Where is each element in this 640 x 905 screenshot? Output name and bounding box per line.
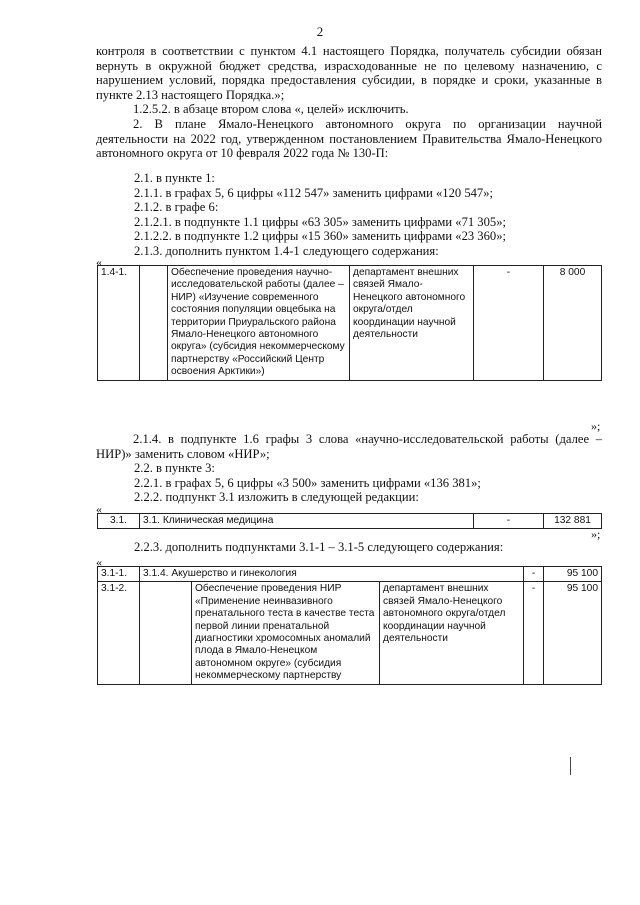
line-2-1-1: 2.1.1. в графах 5, 6 цифры «112 547» заменить цифрами «120 547»; — [134, 185, 494, 200]
paragraph-continuation: контроля в соответствии с пунктом 4.1 настоящего Порядка, получатель субсидии обязан вернуть в окружной бюджет средства, израсходованные не по целевому назначению, с нарушением условий, порядка предоставления субсидии, в порядке и сроки, указанные в пункте 2.13 настоящего Порядка.»; — [96, 44, 602, 102]
row-number: 3.1. — [98, 514, 140, 529]
row-executor: департамент внешних связей Ямало-Ненецкого автономного округа/отдел координации научной деятельности — [380, 582, 524, 684]
paragraph-2: 2. В плане Ямало-Ненецкого автономного округа по организации научной деятельности на 2022 год, утвержденном постановлением Правительства Ямало-Ненецкого автономного округа от 10 февраля 2022 года № 130-П: — [96, 116, 602, 161]
row-number: 3.1-1. — [98, 567, 140, 582]
line-2-1-2-1: 2.1.2.1. в подпункте 1.1 цифры «63 305» заменить цифрами «71 305»; — [134, 214, 506, 229]
row-dash: - — [474, 266, 544, 381]
line-2-1-2: 2.1.2. в графе 6: — [134, 200, 219, 214]
empty-cell — [140, 582, 192, 684]
line-2-1: 2.1. в пункте 1: — [134, 171, 215, 185]
row-amount: 95 100 — [544, 567, 602, 582]
row-description: Обеспечение проведения научно-исследовательской работы (далее – НИР) «Изучение современного состояния популяции овцебыка на территории Приуральского района Ямало-Ненецкого автономного округа» (субсидия некоммерческому партнерству «Российский Центр освоения Арктики») — [168, 266, 350, 381]
margin-mark — [570, 757, 571, 775]
open-quote: « — [96, 555, 102, 569]
table-row — [98, 514, 602, 529]
table-3-1 — [97, 513, 602, 529]
table-row — [98, 266, 602, 381]
table-row — [98, 567, 602, 582]
line-2-2: 2.2. в пункте 3: — [134, 461, 215, 475]
row-number: 1.4-1. — [98, 266, 140, 381]
intro-text — [96, 44, 602, 161]
row-amount: 132 881 — [544, 514, 602, 529]
empty-cell — [140, 266, 168, 381]
row-dash: - — [474, 514, 544, 529]
paragraph-2-1-4: 2.1.4. в подпункте 1.6 графы 3 слова «научно-исследовательской работы (далее – НИР)» заменить словом «НИР»; — [96, 432, 602, 461]
row-amount: 8 000 — [544, 266, 602, 381]
table-3-1-x — [97, 566, 602, 685]
row-dash: - — [524, 582, 544, 684]
table-row — [98, 582, 602, 684]
paragraph-1-2-5-2: 1.2.5.2. в абзаце втором слова «, целей» исключить. — [133, 102, 409, 117]
open-quote: « — [96, 502, 102, 516]
line-2-2-1: 2.2.1. в графах 5, 6 цифры «3 500» заменить цифрами «136 381»; — [134, 475, 481, 490]
line-2-2-3: 2.2.3. дополнить подпунктами 3.1-1 – 3.1-5 следующего содержания: — [134, 540, 504, 554]
row-executor: департамент внешних связей Ямало-Ненецкого автономного округа/отдел координации научной деятельности — [350, 266, 474, 381]
close-quote: »; — [591, 527, 601, 541]
line-2-1-2-2: 2.1.2.2. в подпункте 1.2 цифры «15 360» заменить цифрами «23 360»; — [134, 229, 506, 243]
row-title: 3.1.4. Акушерство и гинекология — [140, 567, 524, 582]
table-1-4-1 — [97, 265, 602, 381]
close-quote: »; — [591, 419, 601, 433]
line-2-1-3: 2.1.3. дополнить пунктом 1.4-1 следующего содержания: — [134, 243, 439, 258]
row-description: Обеспечение проведения НИР «Применение неинвазивного пренатального теста в качестве теста первой линии пренатальной диагностики хромосомных аномалий плода в Ямало-Ненецком автономном округе» (субсидия некоммерческому партнерству — [192, 582, 380, 684]
row-dash: - — [524, 567, 544, 582]
row-amount: 95 100 — [544, 582, 602, 684]
open-quote: « — [96, 255, 102, 269]
line-2-2-2: 2.2.2. подпункт 3.1 изложить в следующей редакции: — [134, 490, 419, 504]
page-number: 2 — [316, 24, 324, 39]
row-number: 3.1-2. — [98, 582, 140, 684]
row-title: 3.1. Клиническая медицина — [140, 514, 474, 529]
paragraph-2-1-4-block — [96, 432, 602, 461]
